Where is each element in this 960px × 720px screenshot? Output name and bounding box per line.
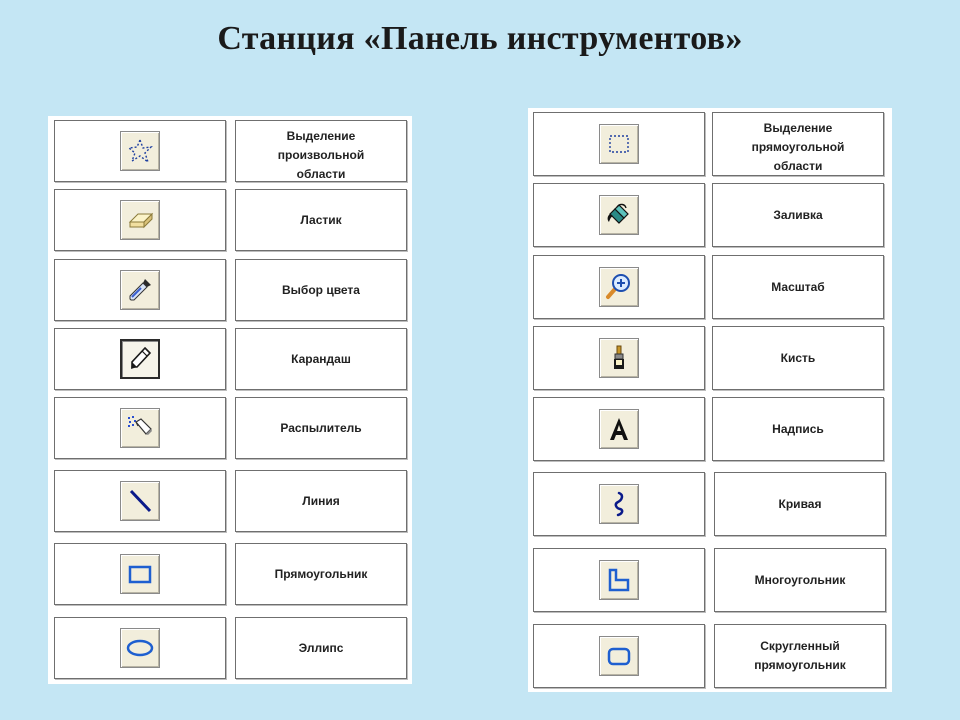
label-cell-fill-bucket: [712, 183, 884, 247]
ellipse-button[interactable]: [120, 628, 160, 668]
icon-cell-rect-select: [533, 112, 705, 176]
icon-cell-color-picker: [54, 259, 226, 321]
tool-label: Выделение прямоугольной области: [751, 121, 845, 173]
label-cell-eraser: [235, 189, 407, 251]
label-cell-rect-select: [712, 112, 884, 176]
pencil-icon: [126, 345, 154, 373]
tool-label: Выбор цвета: [282, 282, 360, 297]
label-cell-brush: [712, 326, 884, 390]
tool-label: Карандаш: [291, 351, 351, 366]
icon-cell-fill-bucket: [533, 183, 705, 247]
label-cell-polygon: [714, 548, 886, 612]
label-cell-airbrush: [235, 397, 407, 459]
icon-cell-brush: [533, 326, 705, 390]
icon-cell-magnifier: [533, 255, 705, 319]
text-tool-icon: [604, 414, 634, 444]
pencil-button[interactable]: [120, 339, 160, 379]
rectangle-icon: [125, 559, 155, 589]
rounded-rectangle-icon: [604, 641, 634, 671]
tool-label: Эллипс: [298, 640, 344, 655]
left-tools-panel: [48, 116, 412, 684]
tool-label: Кисть: [780, 350, 816, 365]
icon-cell-pencil: [54, 328, 226, 390]
tool-label: Многоугольник: [754, 572, 846, 587]
magnifier-button[interactable]: [599, 267, 639, 307]
label-cell-rectangle: [235, 543, 407, 605]
icon-cell-free-form-select: [54, 120, 226, 182]
label-cell-ellipse: [235, 617, 407, 679]
polygon-icon: [604, 565, 634, 595]
color-picker-icon: [125, 275, 155, 305]
icon-cell-text-tool: [533, 397, 705, 461]
tool-label: Прямоугольник: [274, 566, 368, 581]
label-cell-text-tool: [712, 397, 884, 461]
rect-select-icon: [605, 130, 633, 158]
rectangle-button[interactable]: [120, 554, 160, 594]
tool-label: Ластик: [300, 212, 342, 227]
tool-label: Выделение произвольной области: [277, 129, 365, 181]
free-form-select-button[interactable]: [120, 131, 160, 171]
label-cell-color-picker: [235, 259, 407, 321]
line-icon: [125, 486, 155, 516]
tool-label: Скругленный прямоугольник: [754, 639, 846, 672]
icon-cell-rounded-rectangle: [533, 624, 705, 688]
curve-icon: [604, 489, 634, 519]
brush-button[interactable]: [599, 338, 639, 378]
icon-cell-rectangle: [54, 543, 226, 605]
icon-cell-airbrush: [54, 397, 226, 459]
tool-label: Надпись: [772, 421, 824, 436]
tool-label: Кривая: [778, 496, 822, 511]
right-tools-panel: [528, 108, 892, 692]
icon-cell-line: [54, 470, 226, 532]
eraser-icon: [125, 205, 155, 235]
text-tool-button[interactable]: [599, 409, 639, 449]
tool-label: Заливка: [773, 207, 823, 222]
label-cell-rounded-rectangle: [714, 624, 886, 688]
page-title: Станция «Панель инструментов»: [217, 20, 743, 57]
icon-cell-polygon: [533, 548, 705, 612]
label-cell-magnifier: [712, 255, 884, 319]
fill-bucket-button[interactable]: [599, 195, 639, 235]
line-button[interactable]: [120, 481, 160, 521]
icon-cell-eraser: [54, 189, 226, 251]
polygon-button[interactable]: [599, 560, 639, 600]
magnifier-icon: [604, 272, 634, 302]
brush-icon: [604, 343, 634, 373]
ellipse-icon: [124, 633, 156, 663]
label-cell-free-form-select: [235, 120, 407, 182]
label-cell-pencil: [235, 328, 407, 390]
icon-cell-curve: [533, 472, 705, 536]
curve-button[interactable]: [599, 484, 639, 524]
airbrush-button[interactable]: [120, 408, 160, 448]
rounded-rectangle-button[interactable]: [599, 636, 639, 676]
tool-label: Распылитель: [280, 420, 362, 435]
icon-cell-ellipse: [54, 617, 226, 679]
fill-bucket-icon: [604, 200, 634, 230]
eraser-button[interactable]: [120, 200, 160, 240]
tool-label: Масштаб: [771, 279, 825, 294]
free-form-select-icon: [126, 137, 154, 165]
label-cell-curve: [714, 472, 886, 536]
color-picker-button[interactable]: [120, 270, 160, 310]
tool-label: Линия: [302, 493, 340, 508]
airbrush-icon: [125, 413, 155, 443]
rect-select-button[interactable]: [599, 124, 639, 164]
label-cell-line: [235, 470, 407, 532]
